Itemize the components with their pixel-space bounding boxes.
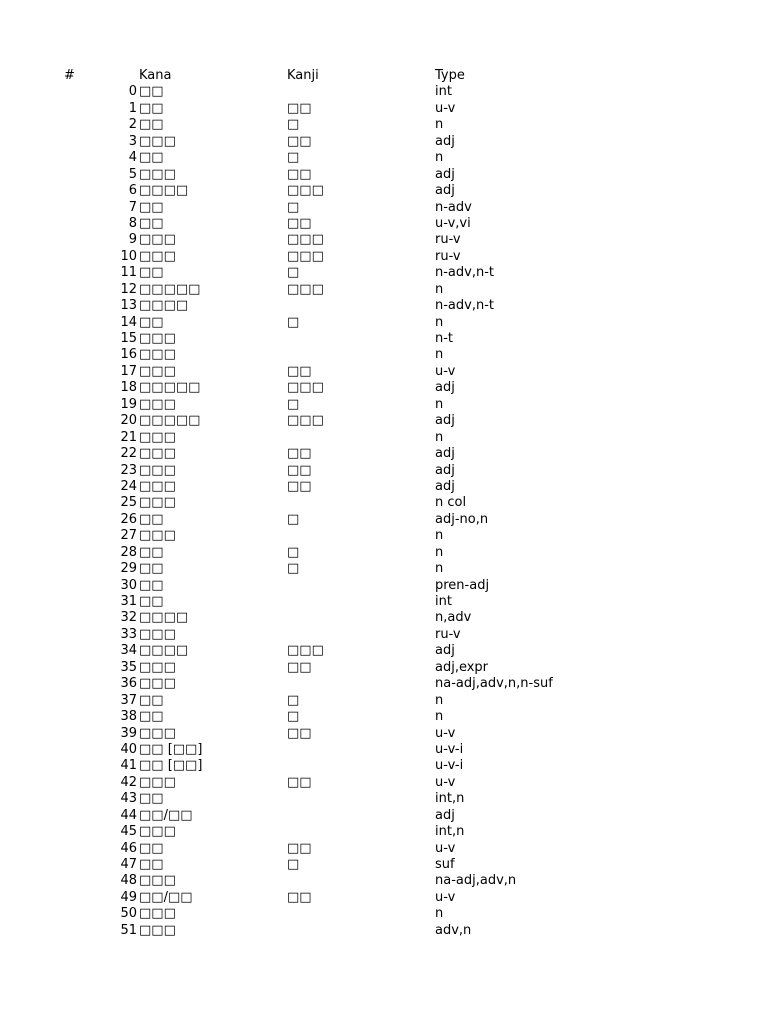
row-kana: □□□□□ (139, 413, 201, 429)
row-number: 20 (120, 413, 137, 429)
row-number: 47 (120, 857, 137, 872)
row-type: u-v,vi (435, 215, 471, 231)
row-kana: □□□ (139, 396, 176, 412)
row-number: 0 (128, 84, 137, 100)
row-number: 14 (120, 314, 137, 330)
row-number: 2 (128, 117, 137, 133)
row-number: 3 (128, 133, 137, 149)
row-kana: □□□ (139, 824, 176, 840)
row-kanji: □□□ (287, 248, 324, 264)
table-row (0, 413, 768, 429)
row-kanji: □ (287, 544, 300, 560)
row-number: 45 (120, 824, 137, 840)
table-row (0, 512, 768, 528)
table-row (0, 594, 768, 610)
row-kana: □□□ (139, 331, 176, 346)
row-kana: □□□ (139, 676, 176, 692)
vocabulary-sheet (0, 68, 768, 939)
row-kanji: □□□ (287, 183, 324, 199)
table-row (0, 249, 768, 265)
row-type: n (435, 429, 444, 445)
row-number: 18 (120, 380, 137, 396)
row-number: 43 (120, 791, 137, 807)
row-type: n (435, 347, 444, 363)
row-kana: □□ (139, 199, 164, 215)
row-type: pren-adj (435, 577, 490, 593)
row-type: n (435, 692, 444, 708)
table-row (0, 463, 768, 479)
header-kana: Kana (139, 68, 172, 83)
row-type: adj (435, 462, 455, 478)
row-kanji: □□ (287, 725, 312, 741)
row-kanji: □□ (287, 478, 312, 494)
row-kana: □□□□ (139, 643, 189, 659)
table-row (0, 873, 768, 889)
table-row (0, 528, 768, 544)
row-kanji: □□□ (287, 643, 324, 659)
row-kana: □□□ (139, 232, 176, 248)
header-kanji: Kanji (287, 68, 319, 83)
table-row (0, 167, 768, 183)
table-row (0, 578, 768, 594)
row-kanji: □□ (287, 446, 312, 462)
table-row (0, 117, 768, 133)
row-number: 30 (120, 577, 137, 593)
table-row (0, 430, 768, 446)
row-type: n (435, 314, 444, 330)
row-number: 7 (128, 199, 137, 215)
row-kanji: □ (287, 709, 300, 725)
row-number: 46 (120, 840, 137, 856)
table-row (0, 331, 768, 347)
row-type: adj (435, 413, 455, 429)
row-type: n-adv,n-t (435, 298, 495, 314)
row-kana: □□□ (139, 429, 176, 445)
row-type: n col (435, 495, 467, 511)
row-kanji: □□ (287, 166, 312, 182)
row-kana: □□ (139, 791, 164, 807)
row-number: 42 (120, 774, 137, 790)
row-number: 8 (128, 215, 137, 231)
row-kanji: □□ (287, 100, 312, 116)
row-kana: □□ (139, 840, 164, 856)
row-kana: □□ (139, 577, 164, 593)
row-kana: □□/□□ (139, 889, 193, 905)
table-row (0, 298, 768, 314)
row-kana: □□ (139, 709, 164, 725)
row-kana: □□□□□ (139, 281, 201, 297)
table-row (0, 742, 768, 758)
row-kana: □□□ (139, 363, 176, 379)
row-number: 44 (120, 807, 137, 823)
row-number: 34 (120, 643, 137, 659)
row-kanji: □ (287, 117, 300, 133)
row-type: na-adj,adv,n (435, 873, 517, 889)
row-kanji: □□□ (287, 281, 324, 297)
row-kana: □□□ (139, 446, 176, 462)
table-row (0, 841, 768, 857)
row-number: 9 (128, 232, 137, 248)
row-kana: □□□ (139, 873, 176, 889)
row-kana: □□□ (139, 166, 176, 182)
header-row (0, 68, 768, 84)
row-kanji: □ (287, 265, 300, 281)
row-kanji: □ (287, 511, 300, 527)
row-type: n (435, 396, 444, 412)
table-row (0, 183, 768, 199)
row-number: 27 (120, 528, 137, 544)
row-number: 1 (128, 100, 137, 116)
row-kanji: □ (287, 396, 300, 412)
table-row (0, 380, 768, 396)
row-number: 13 (120, 298, 137, 314)
header-type: Type (435, 68, 465, 83)
row-kana: □□ (139, 215, 164, 231)
table-row (0, 397, 768, 413)
row-number: 38 (120, 709, 137, 725)
row-type: int (435, 594, 452, 609)
row-kanji: □□□ (287, 380, 324, 396)
row-type: adj (435, 133, 455, 149)
row-type: u-v (435, 363, 456, 379)
row-type: ru-v (435, 248, 461, 264)
row-number: 41 (120, 758, 137, 774)
row-number: 15 (120, 331, 137, 346)
row-kanji: □ (287, 561, 300, 577)
header-number: # (64, 68, 75, 83)
row-type: n (435, 906, 444, 922)
row-type: n (435, 281, 444, 297)
table-row (0, 495, 768, 511)
row-type: u-v (435, 840, 456, 856)
row-kana: □□□ (139, 133, 176, 149)
row-kana: □□ (139, 561, 164, 577)
table-row (0, 890, 768, 906)
row-kana: □□□ (139, 659, 176, 675)
row-number: 22 (120, 446, 137, 462)
row-kanji: □□ (287, 462, 312, 478)
table-row (0, 232, 768, 248)
row-number: 32 (120, 610, 137, 626)
row-number: 28 (120, 544, 137, 560)
row-kana: □□□ (139, 725, 176, 741)
row-number: 23 (120, 462, 137, 478)
row-number: 21 (120, 429, 137, 445)
row-number: 48 (120, 873, 137, 889)
table-row (0, 200, 768, 216)
row-kanji: □ (287, 857, 300, 872)
row-type: adj-no,n (435, 511, 489, 527)
row-kana: □□ (139, 265, 164, 281)
row-kana: □□□ (139, 495, 176, 511)
table-row (0, 561, 768, 577)
table-row (0, 923, 768, 939)
row-kana: □□□ (139, 248, 176, 264)
row-kanji: □□ (287, 659, 312, 675)
row-kanji: □□ (287, 774, 312, 790)
row-type: adj (435, 807, 455, 823)
row-kana: □□□ (139, 906, 176, 922)
row-kana: □□ (139, 857, 164, 872)
table-row (0, 660, 768, 676)
row-number: 5 (128, 166, 137, 182)
table-row (0, 906, 768, 922)
row-type: adj (435, 643, 455, 659)
table-row (0, 347, 768, 363)
row-kana: □□ (139, 100, 164, 116)
table-row (0, 643, 768, 659)
table-row (0, 150, 768, 166)
table-row (0, 857, 768, 873)
row-type: adj (435, 166, 455, 182)
row-kanji: □□ (287, 363, 312, 379)
row-kana: □□ (139, 150, 164, 166)
row-kana: □□□ (139, 528, 176, 544)
row-kanji: □ (287, 692, 300, 708)
row-number: 25 (120, 495, 137, 511)
table-row (0, 216, 768, 232)
row-type: u-v (435, 725, 456, 741)
row-type: na-adj,adv,n,n-suf (435, 676, 553, 692)
row-number: 4 (128, 150, 137, 166)
row-number: 39 (120, 725, 137, 741)
row-kanji: □□ (287, 840, 312, 856)
row-type: adj (435, 478, 455, 494)
row-number: 36 (120, 676, 137, 692)
row-type: adj (435, 446, 455, 462)
row-kana: □□ (139, 594, 164, 609)
row-number: 37 (120, 692, 137, 708)
table-row (0, 364, 768, 380)
row-kana: □□ (139, 117, 164, 133)
row-kana: □□ (139, 544, 164, 560)
row-kanji: □ (287, 314, 300, 330)
row-number: 40 (120, 741, 137, 757)
row-kanji: □□ (287, 889, 312, 905)
row-kana: □□ [□□] (139, 758, 203, 774)
row-number: 49 (120, 889, 137, 905)
row-type: n (435, 117, 444, 133)
row-kanji: □□□ (287, 413, 324, 429)
row-kana: □□ (139, 84, 164, 100)
table-row (0, 824, 768, 840)
row-type: u-v-i (435, 741, 464, 757)
row-type: n-adv (435, 199, 472, 215)
row-type: n (435, 544, 444, 560)
vocabulary-rows (0, 84, 768, 939)
row-type: adj (435, 183, 455, 199)
table-row (0, 693, 768, 709)
row-number: 17 (120, 363, 137, 379)
row-type: n-t (435, 331, 454, 346)
table-row (0, 315, 768, 331)
row-type: adj (435, 380, 455, 396)
row-kana: □□□ (139, 774, 176, 790)
row-kanji: □□ (287, 133, 312, 149)
table-row (0, 791, 768, 807)
table-row (0, 627, 768, 643)
row-kanji: □ (287, 150, 300, 166)
row-type: ru-v (435, 626, 461, 642)
row-kana: □□/□□ (139, 807, 193, 823)
row-type: n-adv,n-t (435, 265, 495, 281)
row-type: u-v (435, 774, 456, 790)
table-row (0, 101, 768, 117)
row-number: 12 (120, 281, 137, 297)
table-row (0, 676, 768, 692)
row-number: 33 (120, 626, 137, 642)
row-kana: □□ (139, 511, 164, 527)
row-type: n (435, 150, 444, 166)
row-number: 29 (120, 561, 137, 577)
table-row (0, 758, 768, 774)
row-type: int,n (435, 791, 465, 807)
table-row (0, 479, 768, 495)
table-row (0, 134, 768, 150)
table-row (0, 545, 768, 561)
table-row (0, 265, 768, 281)
row-kanji: □ (287, 199, 300, 215)
row-kana: □□ [□□] (139, 741, 203, 757)
row-type: ru-v (435, 232, 461, 248)
row-kanji: □□ (287, 215, 312, 231)
row-type: int,n (435, 824, 465, 840)
row-kana: □□ (139, 314, 164, 330)
table-row (0, 775, 768, 791)
row-type: suf (435, 857, 455, 872)
row-number: 26 (120, 511, 137, 527)
table-row (0, 446, 768, 462)
row-number: 51 (120, 922, 137, 938)
row-number: 16 (120, 347, 137, 363)
row-kana: □□□ (139, 478, 176, 494)
row-kana: □□□ (139, 462, 176, 478)
row-number: 11 (120, 265, 137, 281)
table-row (0, 610, 768, 626)
row-type: u-v (435, 889, 456, 905)
row-kana: □□□ (139, 626, 176, 642)
row-number: 31 (120, 594, 137, 609)
row-kana: □□□□□ (139, 380, 201, 396)
table-row (0, 808, 768, 824)
row-type: n,adv (435, 610, 472, 626)
row-number: 6 (128, 183, 137, 199)
row-kana: □□□□ (139, 183, 189, 199)
table-row (0, 726, 768, 742)
row-type: u-v (435, 100, 456, 116)
row-kana: □□□□ (139, 298, 189, 314)
row-type: adj,expr (435, 659, 489, 675)
row-kana: □□ (139, 692, 164, 708)
table-row (0, 282, 768, 298)
row-number: 35 (120, 659, 137, 675)
row-number: 19 (120, 396, 137, 412)
row-number: 24 (120, 478, 137, 494)
row-type: u-v-i (435, 758, 464, 774)
row-kana: □□□□ (139, 610, 189, 626)
row-type: n (435, 709, 444, 725)
row-kanji: □□□ (287, 232, 324, 248)
row-kana: □□□ (139, 347, 176, 363)
row-type: int (435, 84, 452, 100)
table-row (0, 709, 768, 725)
row-number: 50 (120, 906, 137, 922)
table-row (0, 84, 768, 100)
row-type: adv,n (435, 922, 472, 938)
row-type: n (435, 561, 444, 577)
row-type: n (435, 528, 444, 544)
row-number: 10 (120, 248, 137, 264)
row-kana: □□□ (139, 922, 176, 938)
